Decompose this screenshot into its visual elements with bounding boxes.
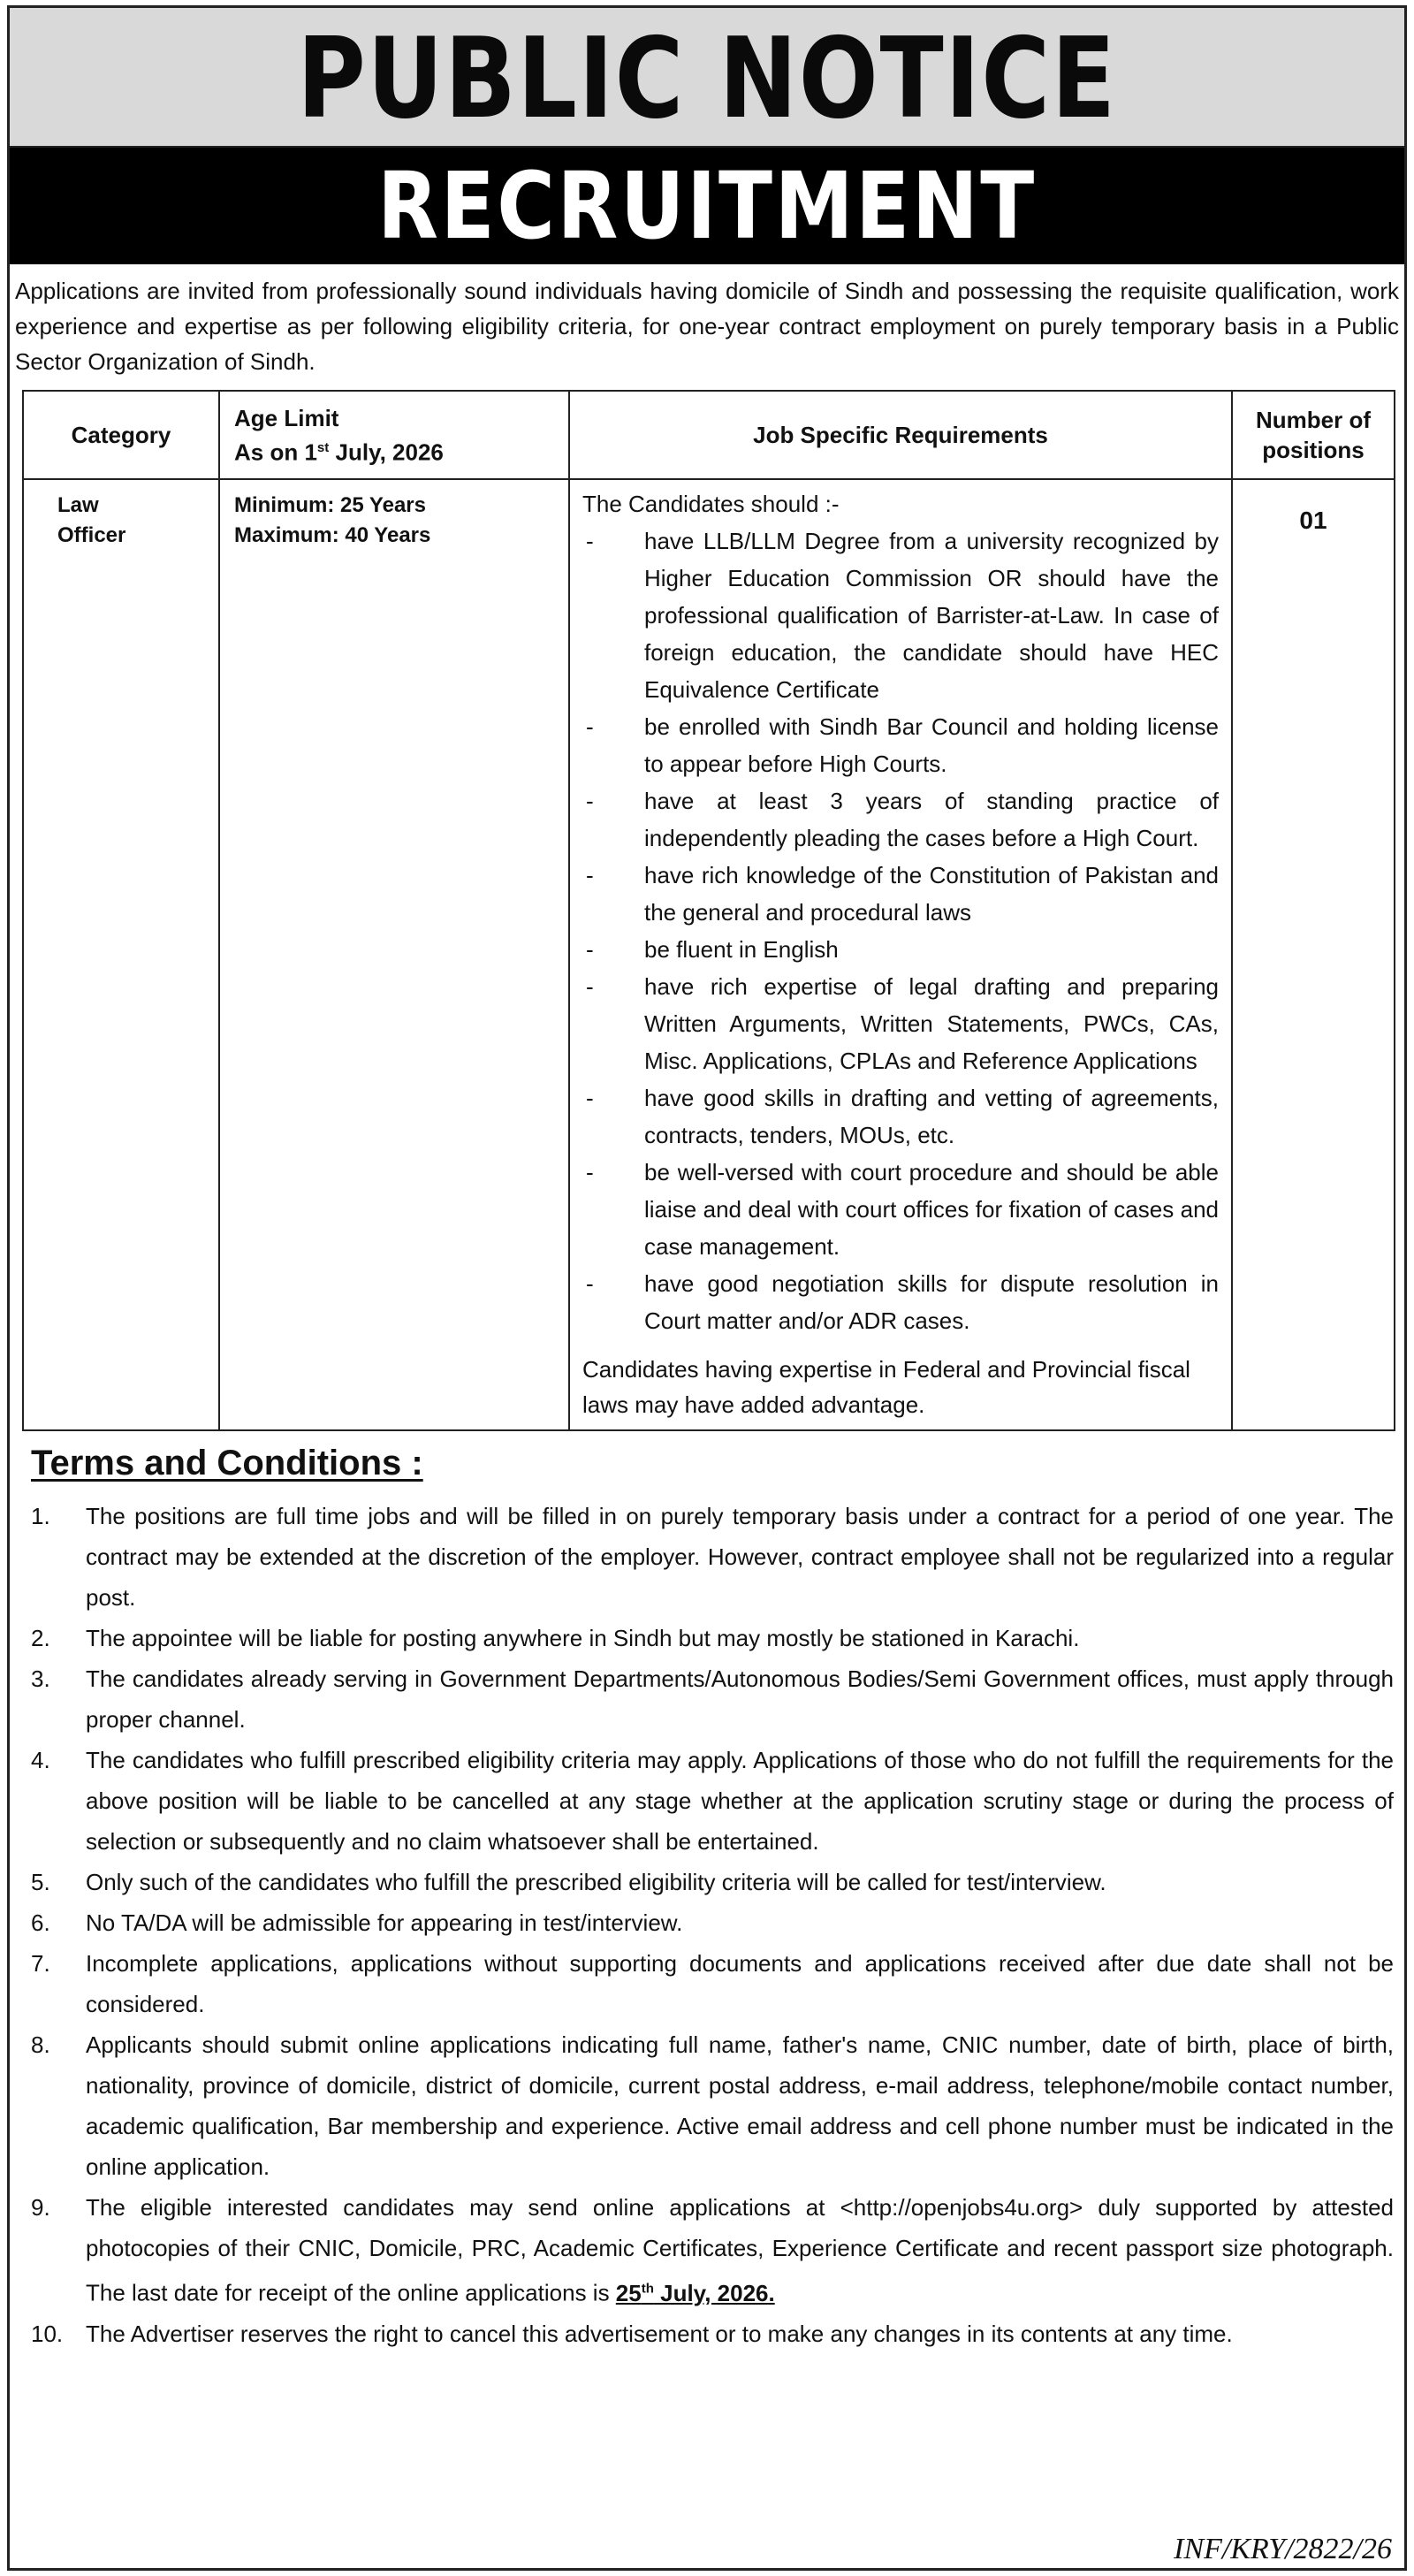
reference-number: INF/KRY/2822/26: [1174, 2533, 1392, 2565]
requirement-text: have rich knowledge of the Constitution of Pakistan and the general and procedural laws: [644, 862, 1219, 926]
term-text: Only such of the candidates who fulfill the prescribed eligibility criteria will be called for test/interview.: [86, 1869, 1106, 1895]
bullet-marker: -: [586, 713, 594, 740]
term-number: 8.: [31, 2031, 50, 2058]
cell-category: [23, 479, 219, 1430]
list-item: [22, 2187, 1394, 2313]
header-age-limit-prefix: As on 1: [234, 438, 317, 466]
intro-paragraph: Applications are invited from professionally sound individuals having domicile of Sindh and possessing the requisite qualification, work experience and expertise as per following eligibility criteria, for one-year contract employment on purely temporary basis in a Public Sector Organization of Sindh.: [15, 278, 1399, 375]
list-item: [582, 1265, 1219, 1339]
cell-requirements: [569, 479, 1232, 1430]
requirement-text: have LLB/LLM Degree from a university recognized by Higher Education Commission OR should have the professional qualification of Barrister-at-Law. In case of foreign education, the candidate should have HEC Equivalence Certificate: [644, 528, 1219, 703]
bullet-marker: -: [586, 1085, 594, 1111]
requirement-text: have at least 3 years of standing practice of independently pleading the cases before a High Court.: [644, 788, 1219, 851]
list-item: [22, 2024, 1394, 2187]
public-notice-advertisement: [7, 5, 1407, 2571]
bullet-marker: -: [586, 973, 594, 1000]
requirement-text: have rich expertise of legal drafting and preparing Written Arguments, Written Statements, PWCs, CAs, Misc. Applications, CPLAs and Reference Applications: [644, 973, 1219, 1074]
list-item: [582, 522, 1219, 708]
header-positions: [1232, 391, 1395, 479]
requirement-text: be well-versed with court procedure and should be able liaise and deal with court offices for fixation of cases and case management.: [644, 1159, 1219, 1260]
list-item: [22, 2313, 1394, 2354]
category-line1: Law: [57, 493, 99, 517]
requirement-text: have good negotiation skills for dispute resolution in Court matter and/or ADR cases.: [644, 1270, 1219, 1334]
header-positions-line2: positions: [1262, 437, 1365, 463]
deadline-sup: th: [641, 2281, 654, 2296]
list-item: [582, 931, 1219, 968]
list-item: [582, 1154, 1219, 1265]
term-text: Applicants should submit online applications indicating full name, father's name, CNIC number, date of birth, place of birth, nationality, province of domicile, district of domicile, current postal address, e-mail address, telephone/mobile contact number, academic qualification, Bar membership and experience. Active email address and cell phone number must be indicated in the online application.: [86, 2031, 1394, 2180]
list-item: [22, 1618, 1394, 1658]
bullet-marker: -: [586, 1270, 594, 1297]
list-item: [582, 968, 1219, 1079]
notice-title: PUBLIC NOTICE: [297, 13, 1117, 143]
header-age-limit-line1: Age Limit: [234, 404, 339, 431]
cell-positions: 01: [1232, 479, 1395, 1430]
list-item: [22, 1658, 1394, 1740]
cell-age-limit: [219, 479, 569, 1430]
list-item: [582, 708, 1219, 782]
deadline-rest: July, 2026.: [653, 2279, 775, 2306]
requirements-note: Candidates having expertise in Federal and Provincial fiscal laws may have added advantage.: [582, 1356, 1190, 1418]
header-requirements: Job Specific Requirements: [569, 391, 1232, 479]
age-minimum: Minimum: 25 Years: [234, 493, 426, 517]
table-row: [23, 479, 1395, 1430]
list-item: [22, 1943, 1394, 2024]
requirement-text: have good skills in drafting and vetting of agreements, contracts, tenders, MOUs, etc.: [644, 1085, 1219, 1148]
term-number: 6.: [31, 1909, 50, 1936]
term-number: 1.: [31, 1503, 50, 1529]
list-item: [582, 782, 1219, 857]
list-item: [22, 1862, 1394, 1902]
bullet-marker: -: [586, 788, 594, 814]
terms-heading: Terms and Conditions :: [31, 1444, 423, 1482]
deadline-date: [616, 2280, 775, 2306]
term-text: The positions are full time jobs and will be filled in on purely temporary basis under a contract for a period of one year. The contract may be extended at the discretion of the employer. However, contract employee shall not be regularized into a regular post.: [86, 1503, 1394, 1611]
header-age-limit-suffix: July, 2026: [329, 438, 444, 466]
terms-list: [10, 1496, 1404, 2354]
bullet-marker: -: [586, 936, 594, 963]
deadline-day: 25: [615, 2279, 642, 2306]
term-text-container: [86, 2187, 1394, 2313]
term-text: The appointee will be liable for posting anywhere in Sindh but may mostly be stationed in Karachi.: [86, 1625, 1080, 1651]
term-number: 9.: [31, 2194, 50, 2221]
term-text: The candidates already serving in Government Departments/Autonomous Bodies/Semi Government offices, must apply through proper channel.: [86, 1665, 1394, 1733]
title-band: [10, 8, 1404, 148]
term-number: 2.: [31, 1625, 50, 1651]
term-text: The candidates who fulfill prescribed eligibility criteria may apply. Applications of those who do not fulfill the requirements for the above position will be liable to be cancelled at any stage whether at the application scrutiny stage or during the process of selection or subsequently and no claim whatsoever shall be entertained.: [86, 1747, 1394, 1855]
list-item: [22, 1740, 1394, 1862]
requirements-table: [22, 390, 1395, 1431]
list-item: [22, 1902, 1394, 1943]
term-number: 7.: [31, 1950, 50, 1977]
term-number: 4.: [31, 1747, 50, 1773]
bullet-marker: -: [586, 528, 594, 554]
header-age-limit: [219, 391, 569, 479]
header-positions-line1: Number of: [1256, 407, 1371, 433]
term-text: The eligible interested candidates may send online applications at <http://openjobs4u.org> duly supported by attested photocopies of their CNIC, Domicile, PRC, Academic Certificates, Experience Certificate and recent passport size photograph. The last date for receipt of the online applications is: [86, 2194, 1394, 2306]
requirement-text: be fluent in English: [644, 936, 839, 963]
term-number: 5.: [31, 1869, 50, 1895]
age-maximum: Maximum: 40 Years: [234, 523, 431, 547]
term-text: The Advertiser reserves the right to cancel this advertisement or to make any changes in its contents at any time.: [86, 2320, 1233, 2347]
notice-subtitle: RECRUITMENT: [377, 152, 1037, 260]
header-category: Category: [23, 391, 219, 479]
requirements-list: [582, 522, 1219, 1339]
term-text: Incomplete applications, applications without supporting documents and applications received after due date shall not be considered.: [86, 1950, 1394, 2017]
bullet-marker: -: [586, 862, 594, 888]
requirements-intro: The Candidates should :-: [582, 491, 840, 517]
subtitle-band: [10, 148, 1404, 264]
bullet-marker: -: [586, 1159, 594, 1185]
term-number: 10.: [31, 2320, 64, 2347]
term-text: No TA/DA will be admissible for appearing in test/interview.: [86, 1909, 683, 1936]
header-age-limit-sup: st: [316, 439, 330, 455]
table-header-row: [23, 391, 1395, 479]
list-item: [582, 1079, 1219, 1154]
list-item: [582, 857, 1219, 931]
requirement-text: be enrolled with Sindh Bar Council and holding license to appear before High Courts.: [644, 713, 1219, 777]
category-line2: Officer: [57, 523, 126, 547]
term-number: 3.: [31, 1665, 50, 1692]
list-item: [22, 1496, 1394, 1618]
